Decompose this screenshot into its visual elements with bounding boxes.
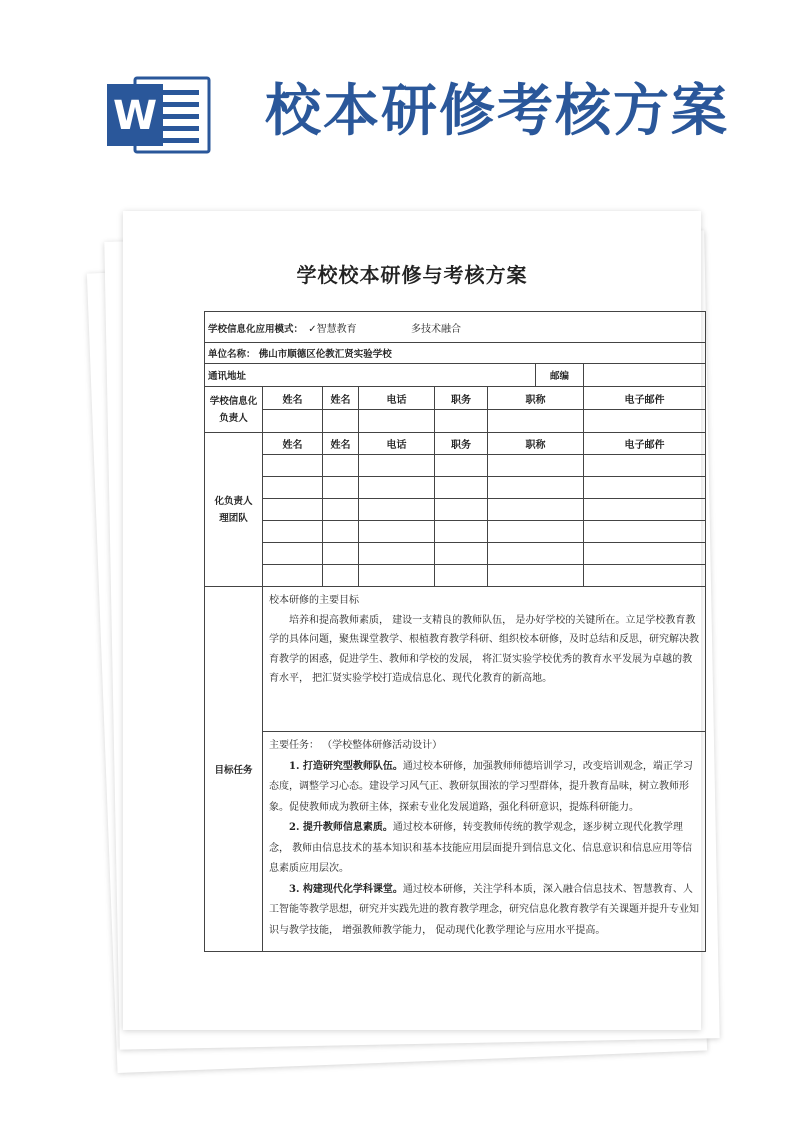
task-heading: 3. 构建现代化学科课堂。 [289,883,403,895]
tasks-row [205,732,706,952]
postcode-label: 邮编 [549,371,569,382]
unit-value: 佛山市顺德区伦教汇贤实验学校 [258,349,392,360]
table-cell[interactable] [359,565,435,587]
table-cell[interactable] [488,477,584,499]
it-leader-data-row [205,410,706,433]
table-cell[interactable] [584,565,706,587]
table-cell[interactable] [263,410,323,433]
goals-label: 目标任务 [205,587,263,952]
table-cell[interactable] [323,499,359,521]
table-cell[interactable] [584,477,706,499]
table-row [205,477,706,499]
main-goal-title: 校本研修的主要目标 [269,595,359,606]
table-cell[interactable] [263,521,323,543]
table-cell[interactable] [435,499,488,521]
form-table [204,311,706,952]
table-row [205,543,706,565]
mode-option-smart[interactable]: 智慧教育 [316,323,357,335]
svg-text:W: W [112,93,158,139]
table-cell[interactable] [488,455,584,477]
col-header: 职称 [488,433,584,455]
col-header: 电子邮件 [584,387,706,410]
table-cell[interactable] [323,521,359,543]
col-header: 电话 [359,387,435,410]
document-title: 学校校本研修与考核方案 [296,263,528,287]
table-cell[interactable] [359,477,435,499]
it-leader-header-row [205,387,706,410]
table-cell[interactable] [435,477,488,499]
table-cell[interactable] [435,543,488,565]
unit-row [205,343,706,364]
table-cell[interactable] [263,455,323,477]
table-cell[interactable] [359,410,435,433]
table-cell[interactable] [263,543,323,565]
it-leader-label: 学校信息化负责人 [205,387,263,433]
task-text: 通过校本研修，转变教师传统的教学观念，逐步树立现代化教学理念， 教师由信息技术的基本知识和基本技能应用层面提升到信息文化、信息意识和信息应用等信息素质应用层次。 [269,822,693,874]
document-page [123,211,701,1030]
checkmark-icon[interactable]: ✓ [308,323,317,335]
task-item [269,818,699,880]
word-document-icon [105,74,213,156]
tasks-cell [263,732,706,952]
table-row [205,499,706,521]
table-cell[interactable] [263,499,323,521]
col-header: 电话 [359,433,435,455]
col-header: 姓名 [323,433,359,455]
table-cell[interactable] [435,565,488,587]
task-heading: 1. 打造研究型教师队伍。 [289,760,403,772]
address-label: 通讯地址 [208,371,247,382]
table-cell[interactable] [488,410,584,433]
table-cell[interactable] [435,455,488,477]
task-text: 通过校本研修，加强教师师德培训学习，改变培训观念，端正学习态度，调整学习心态。建设学习风气正、教研氛围浓的学习型群体，提升教育品味，树立教师形象。促使教师成为教研主体，探索专业化发展道路，强化科研意识，提炼科研能力。 [269,760,693,813]
table-cell[interactable] [359,521,435,543]
table-cell[interactable] [584,521,706,543]
unit-label: 单位名称： [208,349,256,360]
table-cell[interactable] [584,543,706,565]
mode-label: 学校信息化应用模式： [208,323,304,335]
address-row [205,364,706,387]
col-header: 职务 [435,387,488,410]
col-header: 姓名 [263,387,323,410]
table-cell[interactable] [435,410,488,433]
col-header: 电子邮件 [584,433,706,455]
task-text: 通过校本研修，关注学科本质，深入融合信息技术、智慧教育、人工智能等教学思想，研究并实践先进的教育教学理念，研究信息化教育教学有关课题并提升专业知识与教学技能， 增强教师教学能力， 促动现代化教学理论与应用水平提高。 [269,883,699,936]
table-cell[interactable] [488,521,584,543]
table-cell[interactable] [323,455,359,477]
main-goal-cell [263,587,706,732]
table-cell[interactable] [488,543,584,565]
table-cell[interactable] [488,565,584,587]
table-cell[interactable] [263,477,323,499]
table-row [205,565,706,587]
table-row [205,455,706,477]
task-heading: 2. 提升教师信息素质。 [289,822,393,833]
table-cell[interactable] [435,521,488,543]
postcode-field[interactable] [584,364,706,387]
task-item [269,757,699,819]
table-cell[interactable] [323,543,359,565]
table-cell[interactable] [584,455,706,477]
tasks-title: 主要任务： （学校整体研修活动设计） [269,740,443,751]
main-goal-row [205,587,706,732]
team-label: 化负责人理团队 [205,433,263,587]
table-row [205,521,706,543]
col-header: 职务 [435,433,488,455]
table-cell[interactable] [488,499,584,521]
mode-row [205,312,706,343]
col-header: 姓名 [323,387,359,410]
table-cell[interactable] [584,410,706,433]
mode-option-multitech[interactable]: 多技术融合 [410,323,461,335]
table-cell[interactable] [359,499,435,521]
table-cell[interactable] [263,565,323,587]
col-header: 姓名 [263,433,323,455]
table-cell[interactable] [323,565,359,587]
main-goal-text: 培养和提高教师素质， 建设一支精良的教师队伍， 是办好学校的关键所在。立足学校教育教学的具体问题，聚焦课堂教学、根植教育教学科研、组织校本研修，及时总结和反思，研究解决教育教学的困惑，促进学生、教师和学校的发展， 将汇贤实验学校优秀的教育水平发展为卓越的教育水平， 把汇贤实验学校打造成信息化、现代化教育的新高地。 [269,614,699,684]
table-cell[interactable] [584,499,706,521]
table-cell[interactable] [359,455,435,477]
task-item [269,880,699,942]
col-header: 职称 [488,387,584,410]
table-cell[interactable] [359,543,435,565]
table-cell[interactable] [323,410,359,433]
table-cell[interactable] [323,477,359,499]
team-header-row [205,433,706,455]
banner-title: 校本研修考核方案 [265,79,729,144]
